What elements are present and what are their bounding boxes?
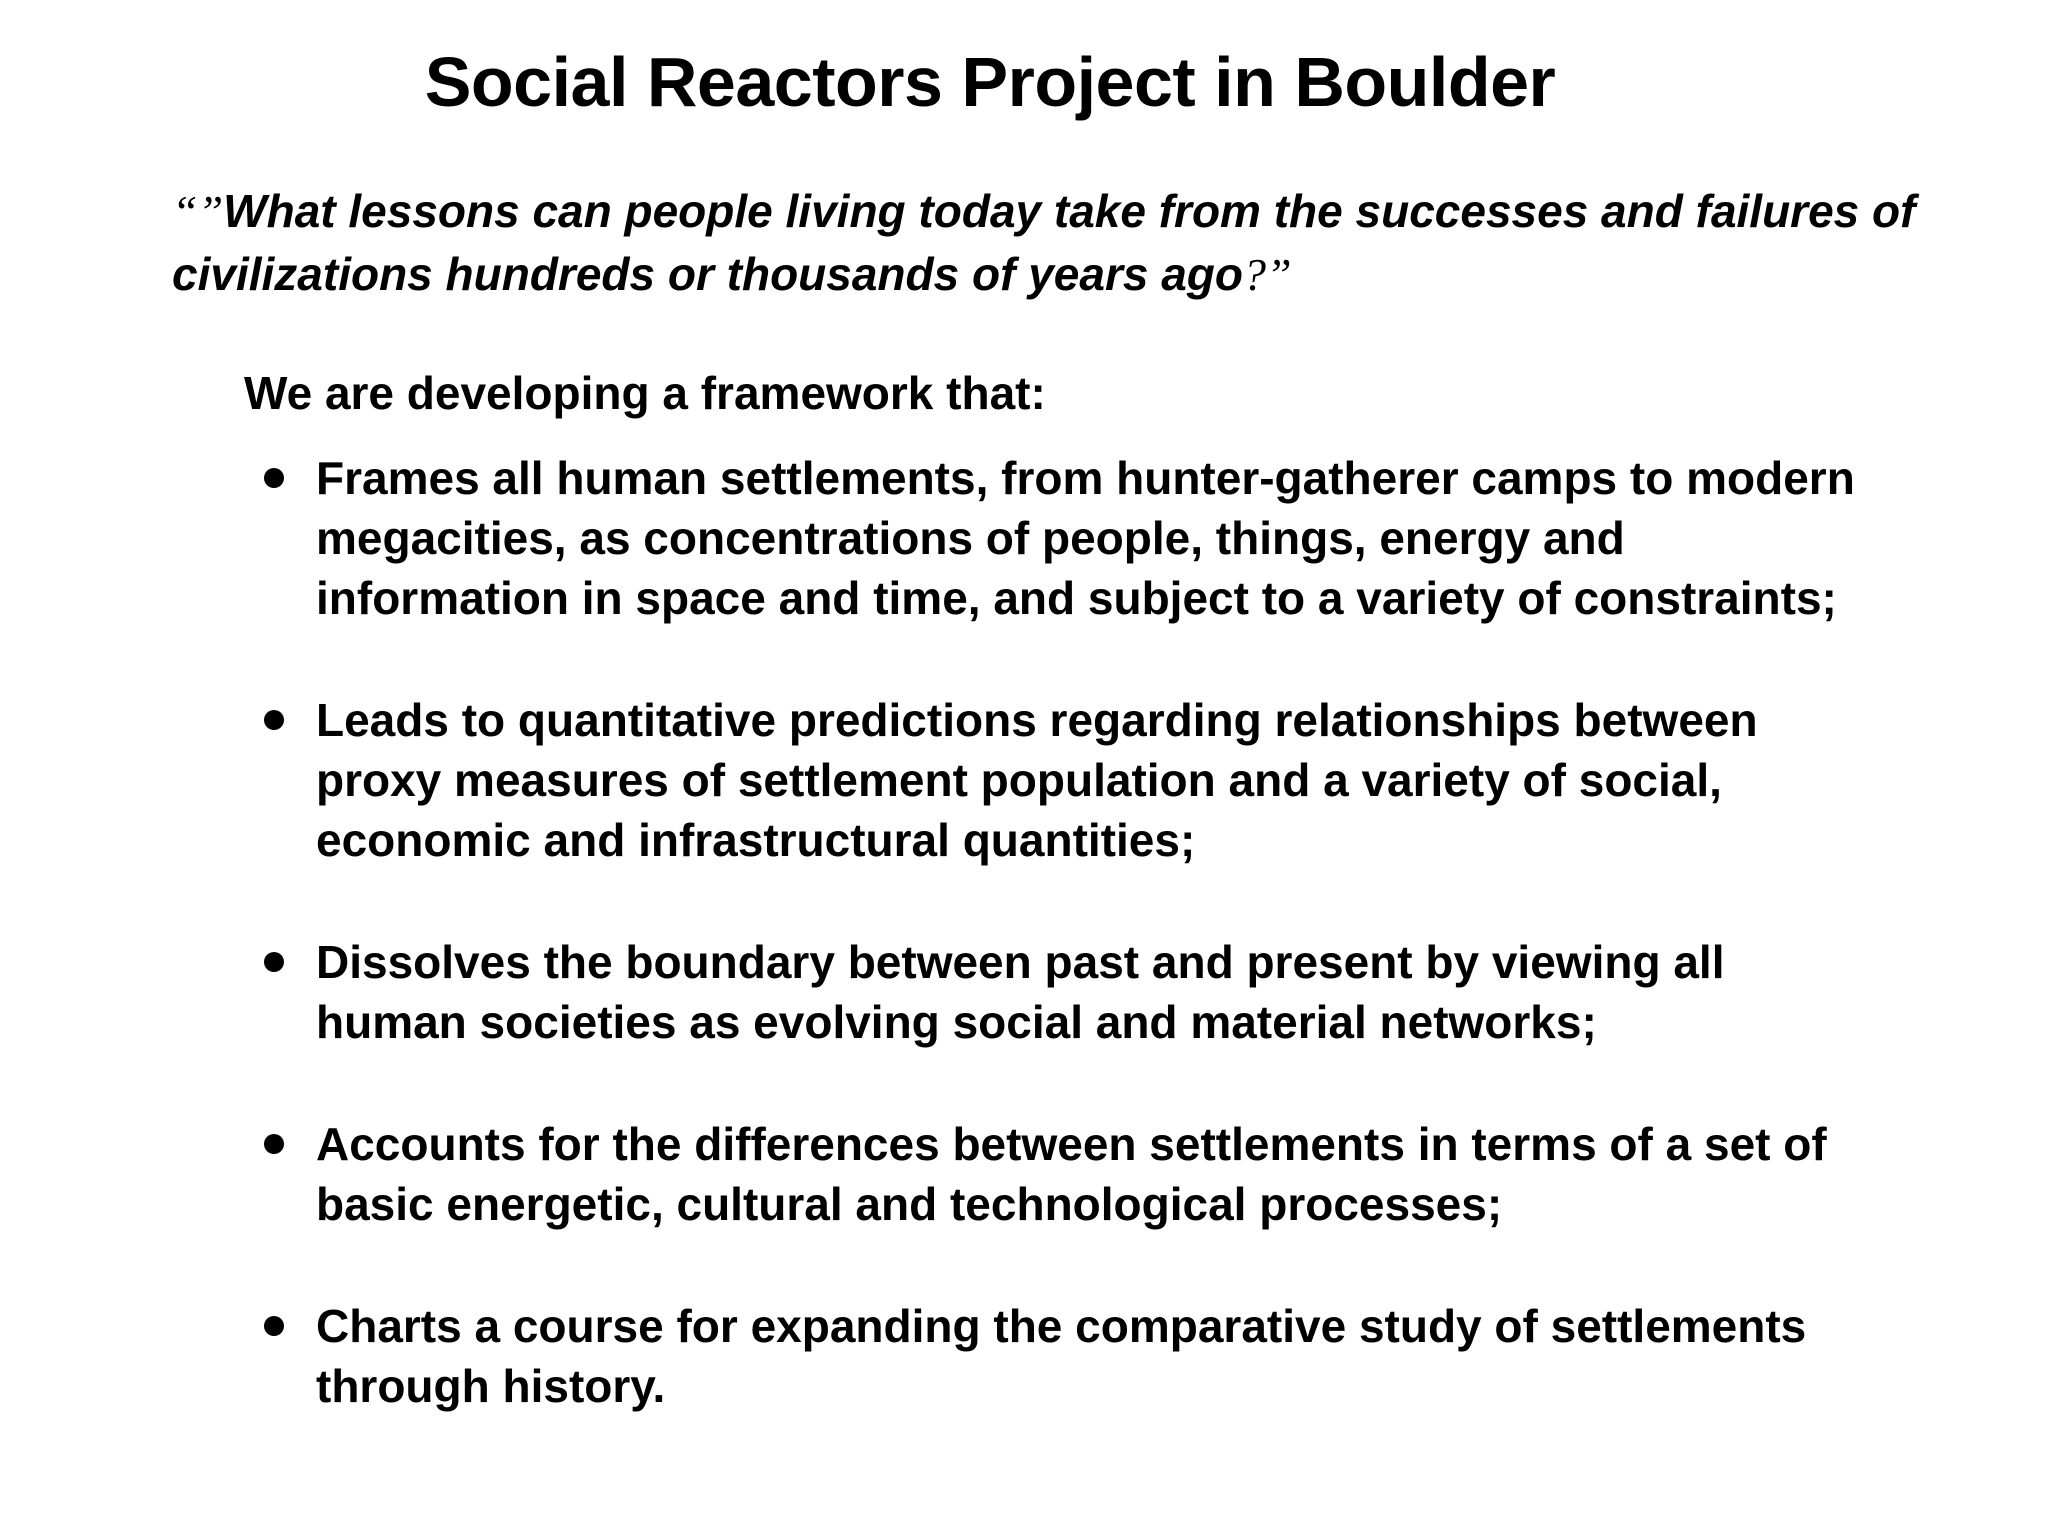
bullet-dot-icon [264, 710, 284, 730]
framework-intro: We are developing a framework that: [244, 367, 1046, 419]
quote-close-mark: ?” [1242, 249, 1292, 300]
bullet-text: Dissolves the boundary between past and present by viewing all human societies as evolving social and material networks; [316, 936, 1725, 1048]
bullet-item-5 [316, 1296, 1876, 1416]
bullet-item-4 [316, 1114, 1876, 1234]
bullet-text: Accounts for the differences between settlements in terms of a set of basic energetic, cultural and technological processes; [316, 1118, 1827, 1230]
bullet-dot-icon [264, 952, 284, 972]
bullet-item-1 [316, 448, 1876, 628]
bullet-dot-icon [264, 468, 284, 488]
bullet-text: Frames all human settlements, from hunter-gatherer camps to modern megacities, as concentrations of people, things, energy and information in space and time, and subject to a variety of constraints; [316, 452, 1855, 624]
bullet-dot-icon [264, 1134, 284, 1154]
bullet-text: Charts a course for expanding the comparative study of settlements through history. [316, 1300, 1807, 1412]
slide-title: Social Reactors Project in Boulder [424, 43, 1556, 121]
quote [172, 180, 1932, 306]
bullet-item-3 [316, 932, 1876, 1052]
bullet-list [316, 448, 1876, 1416]
bullet-text: Leads to quantitative predictions regarding relationships between proxy measures of settlement population and a variety of social, economic and infrastructural quantities; [316, 694, 1758, 866]
bullet-item-2 [316, 690, 1876, 870]
quote-open-mark: “” [172, 186, 224, 237]
quote-text: What lessons can people living today take from the successes and failures of civilizations hundreds or thousands of years ago [172, 185, 1916, 300]
bullet-dot-icon [264, 1316, 284, 1336]
